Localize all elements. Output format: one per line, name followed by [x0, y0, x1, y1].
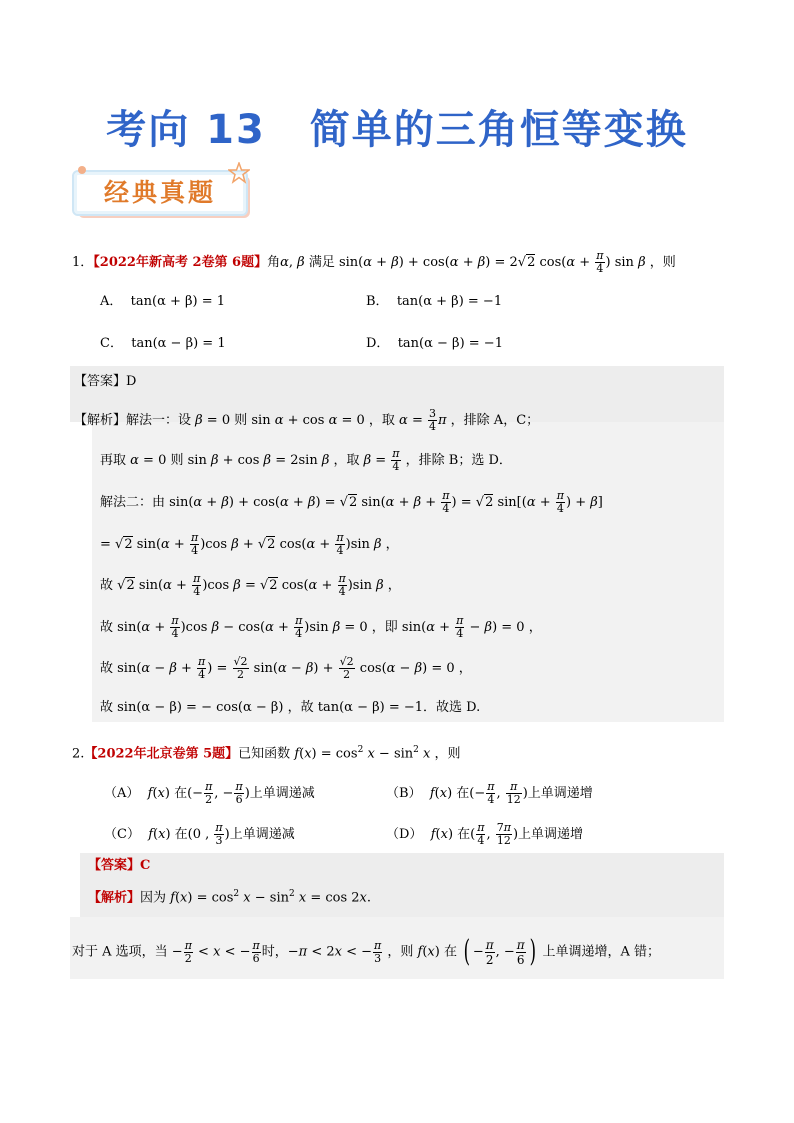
q2-option-b: （B） f(x) 在(− $\frac{\pi}{4}$ , $\frac{\pi}{12}$ )上单调递增 — [386, 780, 593, 806]
q2-analysis-line-1: 【解析】因为 $f(x) = \cos^2 x - \sin^2 x = \cos 2x$. — [88, 889, 372, 906]
q1-option-a: A． tan(α + β) = 1 — [100, 294, 226, 309]
q1-analysis-line-5: 故 √2 sin(α + $\frac{\pi}{4}$ )cos β = √2 cos(α + $\frac{\pi}{4}$ )sin β ， — [100, 572, 401, 598]
q1-option-d: D． tan(α − β) = −1 — [366, 336, 503, 351]
q2-option-c: （C） f(x) 在(0 , $\frac{\pi}{3}$ )上单调递减 — [104, 821, 295, 847]
q1-analysis-line-2: 再取 α = 0 则 sin β + cos β = 2sin β ，取 β = $\frac{\pi}{4}$ ，排除 B；选 D． — [100, 447, 512, 473]
q2-option-a: （A） f(x) 在(− $\frac{\pi}{2}$ , − $\frac{\pi}{6}$ )上单调递减 — [104, 780, 315, 806]
q1-analysis-line-4: = √2 sin(α + $\frac{\pi}{4}$ )cos β + √2 cos(α + $\frac{\pi}{4}$ )sin β ， — [100, 531, 399, 557]
q2-analysis-line-2: 对于 A 选项，当 − $\frac{\pi}{2}$ < x < − $\frac{\pi}{6}$ 时，−π < 2x < − $\frac{\pi}{3}$ ，则 f(x) 在 ( − $\frac{\pi}{2}$ , − $\frac{\pi}{6}$ ) 上单调递增，A 错； — [72, 934, 661, 969]
q1-analysis-line-3: 解法二：由 sin(α + β) + cos(α + β) = √2 sin(α + β + $\frac{\pi}{4}$ ) = √2 sin[(α + $\frac{\pi}{4}$ ) + β] — [100, 489, 603, 515]
q2-option-d: （D） f(x) 在( $\frac{\pi}{4}$ , $\frac{7\pi}{12}$ )上单调递增 — [386, 821, 584, 847]
q1-analysis-line-6: 故 sin(α + $\frac{\pi}{4}$ )cos β − cos(α + $\frac{\pi}{4}$ )sin β = 0 ，即 sin(α + $\frac{\pi}{4}$ − β) = 0 ， — [100, 614, 542, 640]
q1-analysis-line-7: 故 sin(α − β + $\frac{\pi}{4}$ ) = $\frac{√2}{2}$ sin(α − β) + $\frac{√2}{2}$ cos(α − β) = 0 ， — [100, 655, 472, 681]
section-badge — [72, 168, 254, 224]
q1-analysis-line-8: 故 sin(α − β) = − cos(α − β) ，故 tan(α − β) = −1．故选 D. — [100, 700, 481, 715]
badge-label: 经典真题 — [103, 178, 216, 207]
q1-answer: 【答案】D — [74, 374, 137, 389]
q1-analysis-line-1: 【解析】解法一：设 β = 0 则 sin α + cos α = 0 ，取 α = $\frac{3}{4}$ π ，排除 A，C； — [74, 407, 540, 433]
q1-option-c: C． tan(α − β) = 1 — [100, 336, 226, 351]
q1-option-b: B． tan(α + β) = −1 — [366, 294, 503, 309]
q2-answer: 【答案】C — [88, 858, 151, 873]
question-1-stem: 1．【2022年新高考 2卷第 6题】角α, β 满足 sin(α + β) + cos(α + β) = 2√2 cos(α + $\frac{\pi}{4}$ ) sin β ，则 — [72, 249, 676, 275]
page-title: 考向 13 简单的三角恒等变换 — [106, 107, 688, 153]
question-2-stem: 2.【2022年北京卷第 5题】已知函数 $f(x) = \cos^2 x - \sin^2 x$ ，则 — [72, 745, 461, 762]
